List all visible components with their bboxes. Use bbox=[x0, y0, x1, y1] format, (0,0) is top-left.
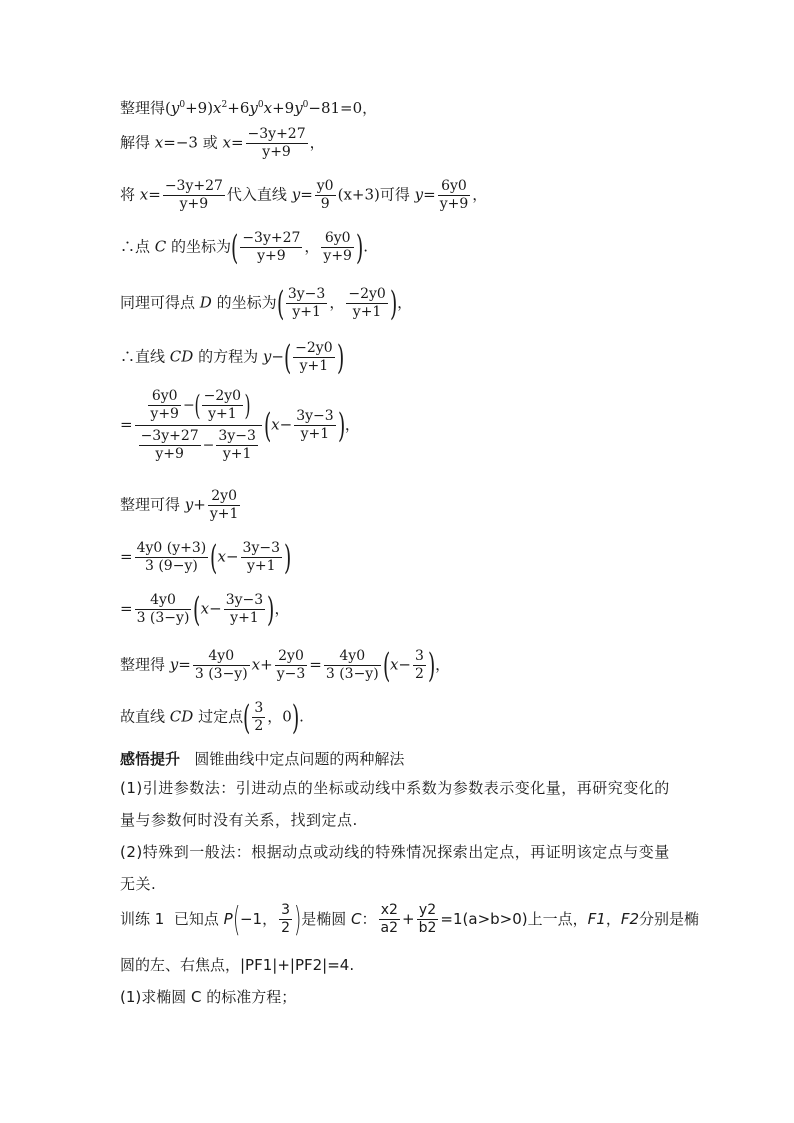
text: ， bbox=[274, 599, 290, 618]
text: ∴直线 bbox=[120, 347, 170, 366]
text: =1(a>b>0)上一点， bbox=[440, 910, 588, 928]
text: 整理得( bbox=[120, 99, 171, 117]
text: 解得 bbox=[120, 133, 155, 152]
text: 过定点 bbox=[193, 707, 244, 726]
text: 的方程为 bbox=[193, 347, 263, 366]
text: y bbox=[184, 495, 194, 514]
text: = bbox=[120, 599, 133, 618]
text: CD bbox=[169, 707, 194, 726]
text: F2 bbox=[620, 910, 639, 928]
equation-line-8 bbox=[120, 488, 242, 523]
text: x bbox=[139, 185, 149, 204]
fraction: $\frac{3}{2}$ bbox=[254, 700, 264, 734]
text: + bbox=[260, 655, 273, 674]
text: ， bbox=[309, 133, 325, 152]
text: − bbox=[209, 599, 222, 618]
training-question-1: (1)求椭圆 C 的标准方程； bbox=[120, 988, 297, 1006]
equation-line-6: ∴直线 CD 的方程为 y−( $\frac{-2y0}{y+1}$ ) bbox=[120, 337, 344, 378]
text: 0 bbox=[282, 707, 292, 726]
text: 的坐标为 bbox=[211, 293, 277, 312]
compound-fraction: $\frac{6y0}{y+9}$ −( $\frac{-2y0}{y+1}$ ) $\frac{-3y+27}{y+9}$ − $\frac{3y-3}{y+1}$ bbox=[135, 388, 262, 463]
text: = bbox=[148, 185, 161, 204]
text: CD bbox=[169, 347, 194, 366]
text: ， bbox=[329, 293, 345, 312]
fraction: $\frac{3y-3}{y+1}$ bbox=[296, 408, 334, 442]
text: x bbox=[213, 99, 222, 117]
text: ， bbox=[605, 910, 621, 928]
method-1-paragraph: (1)引进参数法：引进动点的坐标或动线中系数为参数表示变化量，再研究变化的量与参数何时没有关系，找到定点. bbox=[120, 779, 670, 829]
fraction: $\frac{3y-3}{y+1}$ bbox=[287, 286, 326, 320]
text: + bbox=[402, 910, 415, 928]
training-label: 训练 1 bbox=[120, 910, 165, 928]
text: y bbox=[249, 99, 258, 117]
text: F1 bbox=[587, 910, 606, 928]
text: x bbox=[251, 655, 261, 674]
text: P bbox=[223, 910, 233, 928]
section-subtitle: 圆锥曲线中定点问题的两种解法 bbox=[194, 750, 405, 768]
text: (x+3)可得 bbox=[337, 185, 415, 204]
text: = bbox=[230, 133, 244, 152]
text: = bbox=[423, 185, 436, 204]
text: ： bbox=[361, 910, 377, 928]
fraction: $\frac{3y-3}{y+1}$ bbox=[242, 540, 281, 574]
text: C bbox=[154, 237, 167, 256]
text: 将 bbox=[120, 185, 140, 204]
text: y bbox=[169, 655, 179, 674]
equation-line-7: = $\frac{6y0}{y+9}$ −( $\frac{-2y0}{y+1}$ ) $\frac{-3y+27}{y+9}$ − $\frac{3y-3}{y+1}$ (x− $\frac{3y-3}{y+1}$ )， bbox=[120, 388, 360, 462]
insight-heading bbox=[120, 748, 404, 770]
equation-line-1 bbox=[120, 94, 377, 119]
equation-line-5: 同理可得点 D 的坐标为( $\frac{3y-3}{y+1}$ ， $\frac{-2y0}{y+1}$ )， bbox=[120, 283, 413, 324]
text: x bbox=[217, 547, 226, 566]
text: y bbox=[262, 347, 272, 366]
text: 分别是椭 bbox=[639, 910, 700, 928]
fraction: $\frac{y2}{b2}$ bbox=[418, 902, 437, 936]
equation-line-3 bbox=[120, 178, 487, 213]
text: ， bbox=[472, 185, 488, 204]
text: 故直线 bbox=[120, 707, 170, 726]
text: = bbox=[120, 547, 133, 566]
text: x bbox=[271, 415, 280, 434]
text: x bbox=[154, 133, 164, 152]
text: ， bbox=[304, 237, 320, 256]
fraction: $\frac{3}{2}$ bbox=[281, 902, 290, 936]
text: x bbox=[263, 99, 273, 117]
text: x bbox=[200, 599, 210, 618]
fraction: $\frac{-2y0}{y+1}$ bbox=[295, 340, 333, 374]
text: D bbox=[199, 293, 212, 312]
fraction: $\frac{x2}{a2}$ bbox=[380, 902, 399, 936]
text: 已知点 bbox=[173, 910, 224, 928]
text: y bbox=[414, 185, 424, 204]
text: −81=0， bbox=[308, 99, 378, 117]
equation-line-2 bbox=[120, 126, 325, 161]
fraction: $\frac{-3y+27}{y+9}$ bbox=[242, 230, 301, 264]
fraction: $\frac{-3y+27}{y+9}$ bbox=[164, 178, 223, 212]
equation-line-12: 故直线 CD 过定点( $\frac{3}{2}$ ，0). bbox=[120, 697, 304, 738]
text: = bbox=[120, 415, 133, 434]
text: 0 bbox=[302, 100, 309, 110]
text: 整理得 bbox=[120, 655, 170, 674]
text: 整理可得 bbox=[120, 495, 185, 514]
text: ， bbox=[267, 707, 283, 726]
text: − bbox=[271, 347, 284, 366]
fraction: $\frac{y0}{9}$ bbox=[316, 178, 334, 212]
text: 0 bbox=[257, 100, 264, 110]
text: = bbox=[309, 655, 322, 674]
fraction: $\frac{4y0}{3 (3-y)}$ bbox=[325, 648, 379, 682]
method-2-paragraph: (2)特殊到一般法：根据动点或动线的特殊情况探索出定点，再证明该定点与变量无关. bbox=[120, 843, 670, 893]
text: 的坐标为 bbox=[166, 237, 232, 256]
text: 同理可得点 bbox=[120, 293, 200, 312]
equation-line-11: 整理得 y= $\frac{4y0}{3 (3-y)}$ x+ $\frac{2y0}{y-3}$ = $\frac{4y0}{3 (3-y)}$ (x− $\frac{3}{2}$ )， bbox=[120, 645, 451, 686]
text: −1， bbox=[239, 910, 278, 928]
text: =−3 或 bbox=[163, 133, 223, 152]
text: = bbox=[300, 185, 313, 204]
text: ， bbox=[397, 293, 413, 312]
text: . bbox=[299, 707, 304, 726]
fraction: $\frac{-3y+27}{y+9}$ bbox=[247, 126, 306, 160]
text: +9 bbox=[272, 99, 295, 117]
training-question: 训练 1 已知点 P(−1， $\frac{3}{2}$ )是椭圆 C： $\frac{x2}{a2}$ + $\frac{y2}{b2}$ =1(a>b>0)上一点，F1，F2分别是椭 bbox=[120, 899, 700, 940]
text: y bbox=[294, 99, 303, 117]
text: 是椭圆 bbox=[301, 910, 352, 928]
text: C bbox=[351, 910, 362, 928]
fraction: $\frac{2y0}{y-3}$ bbox=[276, 648, 306, 682]
equation-line-4: ∴点 C 的坐标为( $\frac{-3y+27}{y+9}$ ， $\frac{6y0}{y+9}$ ). bbox=[120, 227, 369, 268]
text: 2 bbox=[221, 100, 228, 110]
text: x bbox=[389, 655, 399, 674]
fraction: $\frac{4y0 (y+3)}{3 (9-y)}$ bbox=[136, 540, 207, 574]
fraction: $\frac{6y0}{y+9}$ bbox=[323, 230, 352, 264]
text: 代入直线 bbox=[226, 185, 292, 204]
equation-line-10: = $\frac{4y0}{3 (3-y)}$ (x− $\frac{3y-3}{y+1}$ )， bbox=[120, 589, 290, 630]
section-title: 感悟提升 bbox=[120, 750, 181, 768]
text: 0 bbox=[179, 100, 186, 110]
fraction: $\frac{3}{2}$ bbox=[414, 648, 424, 682]
text: +9) bbox=[185, 99, 214, 117]
fraction: $\frac{-2y0}{y+1}$ bbox=[348, 286, 386, 320]
text: x bbox=[222, 133, 231, 152]
fraction: $\frac{4y0}{3 (3-y)}$ bbox=[194, 648, 248, 682]
text: y bbox=[291, 185, 301, 204]
fraction: $\frac{2y0}{y+1}$ bbox=[209, 488, 239, 522]
text: ∴点 bbox=[120, 237, 155, 256]
text: + bbox=[193, 495, 206, 514]
text: − bbox=[279, 415, 293, 434]
fraction: $\frac{6y0}{y+9}$ bbox=[439, 178, 469, 212]
fraction: $\frac{4y0}{3 (3-y)}$ bbox=[136, 592, 190, 626]
text: − bbox=[225, 547, 239, 566]
text: − bbox=[398, 655, 411, 674]
text: ， bbox=[344, 415, 360, 434]
training-line-2: 圆的左、右焦点，|PF1|+|PF2|=4. bbox=[120, 956, 355, 974]
text: = bbox=[178, 655, 191, 674]
equation-line-9: = $\frac{4y0 (y+3)}{3 (9-y)}$ (x− $\frac{3y-3}{y+1}$ ) bbox=[120, 537, 292, 578]
text: ， bbox=[435, 655, 451, 674]
text: . bbox=[363, 237, 369, 256]
text: +6 bbox=[227, 99, 250, 117]
text: y bbox=[170, 99, 180, 117]
fraction: $\frac{3y-3}{y+1}$ bbox=[225, 592, 264, 626]
